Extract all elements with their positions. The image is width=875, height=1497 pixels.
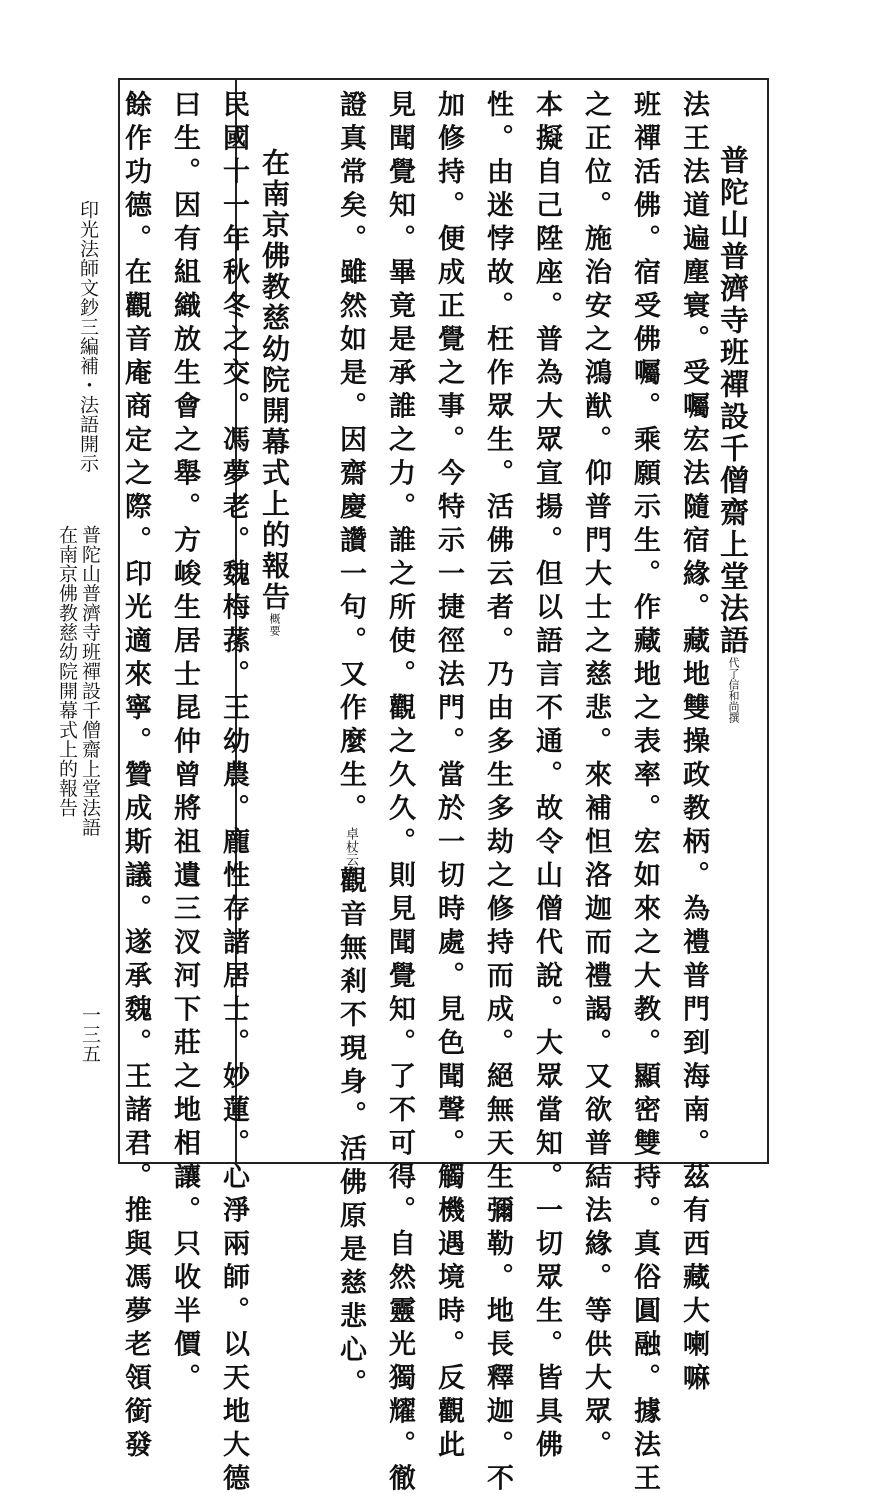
section2-note: 概要 bbox=[268, 613, 281, 637]
section1-title: 普陀山普濟寺班禪設千僧齋上堂法語代了信和尚撰 bbox=[716, 145, 750, 723]
section1-line-7: 見聞覺知。畢竟是承誰之力。誰之所使。觀之久久。則見聞覺知。了不可得。自然靈光獨耀。徹 bbox=[384, 90, 415, 1497]
section1-line-3: 之正位。施治安之鴻猷。仰普門大士之慈悲。來補怛洛迦而禮謁。又欲普結法緣。等供大眾。 bbox=[580, 90, 611, 1464]
inline-note: 卓杖云 bbox=[343, 827, 358, 866]
running-title-2: 在南京佛教慈幼院開幕式上的報告 bbox=[56, 525, 78, 818]
section1-line-5: 性。由迷悖故。枉作眾生。活佛云者。乃由多生多劫之修持而成。絕無天生彌勒。地長釋迦。不 bbox=[482, 90, 513, 1497]
section1-line-8: 證真常矣。雖然如是。因齋慶讚一句。又作麼生。卓杖云觀音無剎不現身。活佛原是慈悲心。 bbox=[335, 90, 366, 1402]
book-title: 印光法師文鈔三編補・法語開示 bbox=[77, 200, 99, 473]
section2-line-3: 餘作功德。在觀音庵商定之際。印光適來寧。贊成斯議。遂承魏。王諸君。推與馮夢老領銜發 bbox=[120, 90, 151, 1464]
running-title-1: 普陀山普濟寺班禪設千僧齋上堂法語 bbox=[79, 525, 101, 837]
section1-line-1: 法王法道遍塵寰。受囑宏法隨宿緣。藏地雙操政教柄。為禮普門到海南。茲有西藏大喇嘛 bbox=[678, 90, 709, 1397]
section1-line-6: 加修持。便成正覺之事。今特示一捷徑法門。當於一切時處。見色聞聲。觸機遇境時。反觀此 bbox=[433, 90, 464, 1464]
section2-line-2: 曰生。因有組織放生會之舉。方峻生居士昆仲曾將祖遺三汊河下莊之地相讓。只收半價。 bbox=[169, 90, 200, 1397]
section2-title: 在南京佛教慈幼院開幕式上的報告概要 bbox=[258, 148, 291, 637]
section1-author-note: 代了信和尚撰 bbox=[727, 657, 740, 723]
section1-line-2: 班禪活佛。宿受佛囑。乘願示生。作藏地之表率。宏如來之大教。顯密雙持。真俗圓融。據法王 bbox=[629, 90, 660, 1497]
page-number: 一三五 bbox=[79, 1005, 101, 1064]
section1-line-4: 本擬自己陞座。普為大眾宣揚。但以語言不通。故令山僧代說。大眾當知。一切眾生。皆具佛 bbox=[531, 90, 562, 1464]
section2-line-1: 民國十一年秋冬之交。馮夢老。魏梅蓀。王幼農。龐性存諸居士。妙蓮。心淨兩師。以天地大德 bbox=[218, 90, 249, 1497]
